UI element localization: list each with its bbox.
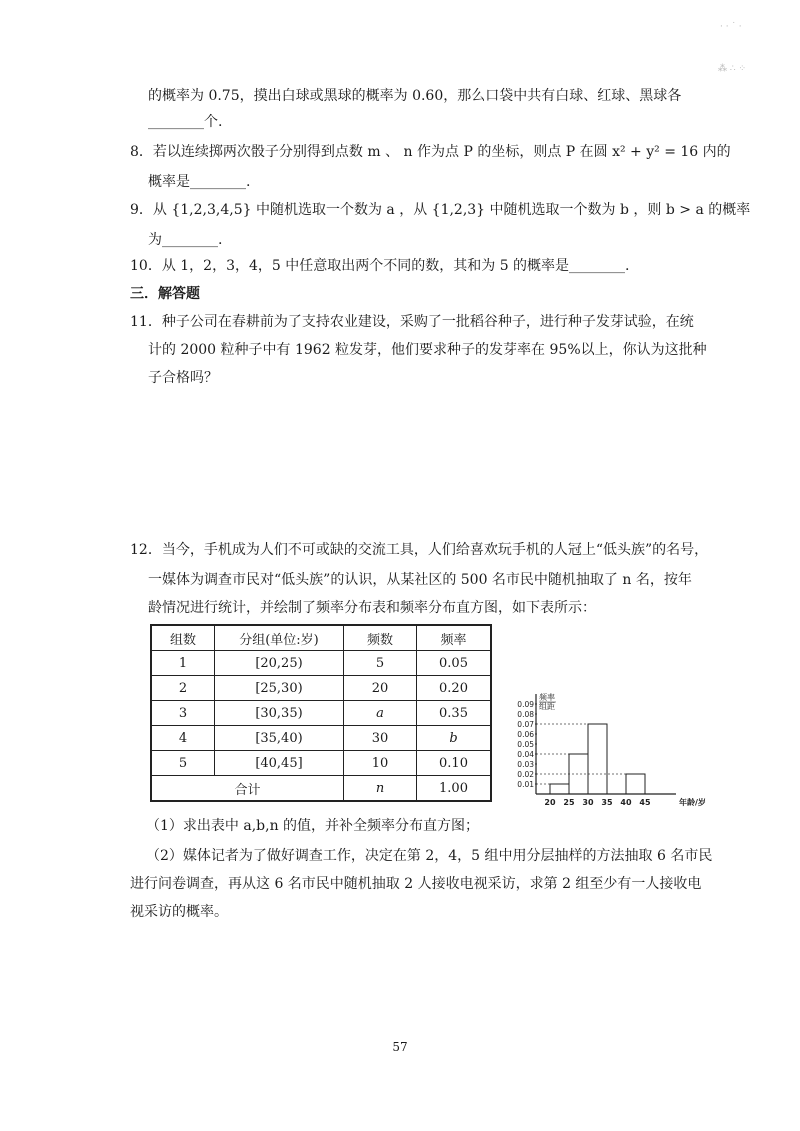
table-cell: 10: [344, 751, 417, 776]
q11-line2: 计的 2000 粒种子中有 1962 粒发芽，他们要求种子的发芽率在 95%以上，你认为这批种: [148, 342, 707, 358]
frequency-histogram: [500, 690, 706, 810]
x-tick-label: 20: [544, 798, 556, 807]
table-row: [151, 676, 491, 701]
table-cell: 0.05: [417, 651, 492, 676]
x-tick-label: 30: [582, 798, 594, 807]
table-row: [151, 726, 491, 751]
table-header: 频率: [417, 625, 492, 651]
q11-line1: 11．种子公司在春耕前为了支持农业建设，采购了一批稻谷种子，进行种子发芽试验，在统: [130, 314, 694, 330]
table-cell: [35,40): [215, 726, 344, 751]
x-tick-label: 25: [563, 798, 575, 807]
q12-part2-line1: （2）媒体记者为了做好调查工作，决定在第 2，4，5 组中用分层抽样的方法抽取 6 名市民: [146, 848, 713, 864]
table-cell: b: [417, 726, 492, 751]
q7-line1: 的概率为 0.75，摸出白球或黑球的概率为 0.60，那么口袋中共有白球、红球、黑球各: [148, 88, 682, 104]
table-cell: 0.20: [417, 676, 492, 701]
table-header: 组数: [151, 625, 215, 651]
scan-mark: ⁂ ∴ ⁘: [718, 64, 746, 74]
y-tick-label: 0.07: [517, 720, 534, 729]
table-row: [151, 751, 491, 776]
table-cell: 0.10: [417, 751, 492, 776]
table-header-row: [151, 625, 491, 651]
y-tick-label: 0.05: [517, 740, 534, 749]
q9-line1: 9．从 {1,2,3,4,5} 中随机选取一个数为 a ，从 {1,2,3} 中随机选取一个数为 b ，则 b > a 的概率: [130, 202, 751, 218]
q12-line2: 一媒体为调查市民对“低头族”的认识，从某社区的 500 名市民中随机抽取了 n 名，按年: [148, 572, 692, 588]
y-axis-label-numerator: 频率: [539, 693, 555, 702]
table-cell: n: [344, 776, 417, 802]
table-header: 频数: [344, 625, 417, 651]
y-tick-label: 0.09: [517, 700, 534, 709]
y-tick-label: 0.04: [517, 750, 534, 759]
q12-part2-line3: 视采访的概率。: [130, 904, 228, 920]
frequency-table: [150, 624, 492, 802]
q12-part2-line2: 进行问卷调查，再从这 6 名市民中随机抽取 2 人接收电视采访，求第 2 组至少有一人接收电: [130, 876, 702, 892]
q12-part1: （1）求出表中 a,b,n 的值，并补全频率分布直方图；: [146, 818, 480, 834]
table-cell: 4: [151, 726, 215, 751]
q7-line2: ________个.: [148, 114, 223, 130]
page-number: 57: [392, 1040, 408, 1054]
y-tick-label: 0.06: [517, 730, 534, 739]
table-row: [151, 651, 491, 676]
q9-line2: 为________.: [148, 232, 223, 248]
histogram-bar: [588, 724, 607, 794]
table-cell: 2: [151, 676, 215, 701]
table-cell: 20: [344, 676, 417, 701]
q8-line2: 概率是________.: [148, 174, 251, 190]
histogram-bar: [626, 774, 645, 794]
q11-line3: 子合格吗？: [148, 370, 218, 386]
y-tick-label: 0.02: [517, 770, 534, 779]
table-cell: [40,45]: [215, 751, 344, 776]
scan-mark: · · ˙ ·: [720, 22, 742, 32]
table-cell: 0.35: [417, 701, 492, 726]
table-cell: 5: [151, 751, 215, 776]
table-cell: [20,25): [215, 651, 344, 676]
table-cell: 3: [151, 701, 215, 726]
y-tick-label: 0.03: [517, 760, 534, 769]
y-tick-label: 0.01: [517, 780, 534, 789]
table-cell: [25,30): [215, 676, 344, 701]
y-tick-label: 0.08: [517, 710, 534, 719]
table-cell: 合计: [151, 776, 344, 802]
x-tick-label: 40: [620, 798, 632, 807]
histogram-bar: [550, 784, 569, 794]
table-header: 分组(单位:岁): [215, 625, 344, 651]
table-cell: [30,35): [215, 701, 344, 726]
x-tick-label: 35: [601, 798, 613, 807]
table-row: [151, 701, 491, 726]
table-cell: 1.00: [417, 776, 492, 802]
x-tick-label: 45: [639, 798, 651, 807]
table-cell: 5: [344, 651, 417, 676]
q12-line1: 12．当今，手机成为人们不可或缺的交流工具，人们给喜欢玩手机的人冠上“低头族”的名号，: [130, 542, 709, 558]
table-cell: 30: [344, 726, 417, 751]
q10: 10．从 1，2，3，4，5 中任意取出两个不同的数，其和为 5 的概率是________.: [130, 258, 630, 274]
y-axis-label-denominator: 组距: [539, 702, 555, 711]
table-cell: 1: [151, 651, 215, 676]
x-axis-label: 年龄/岁: [679, 798, 706, 807]
q12-line3: 龄情况进行统计，并绘制了频率分布表和频率分布直方图，如下表所示：: [148, 600, 596, 616]
q8-line1: 8．若以连续掷两次骰子分别得到点数 m 、 n 作为点 P 的坐标，则点 P 在圆 x² + y² = 16 内的: [130, 144, 731, 160]
section-heading: 三．解答题: [130, 286, 200, 302]
table-cell: a: [344, 701, 417, 726]
table-total-row: [151, 776, 491, 802]
